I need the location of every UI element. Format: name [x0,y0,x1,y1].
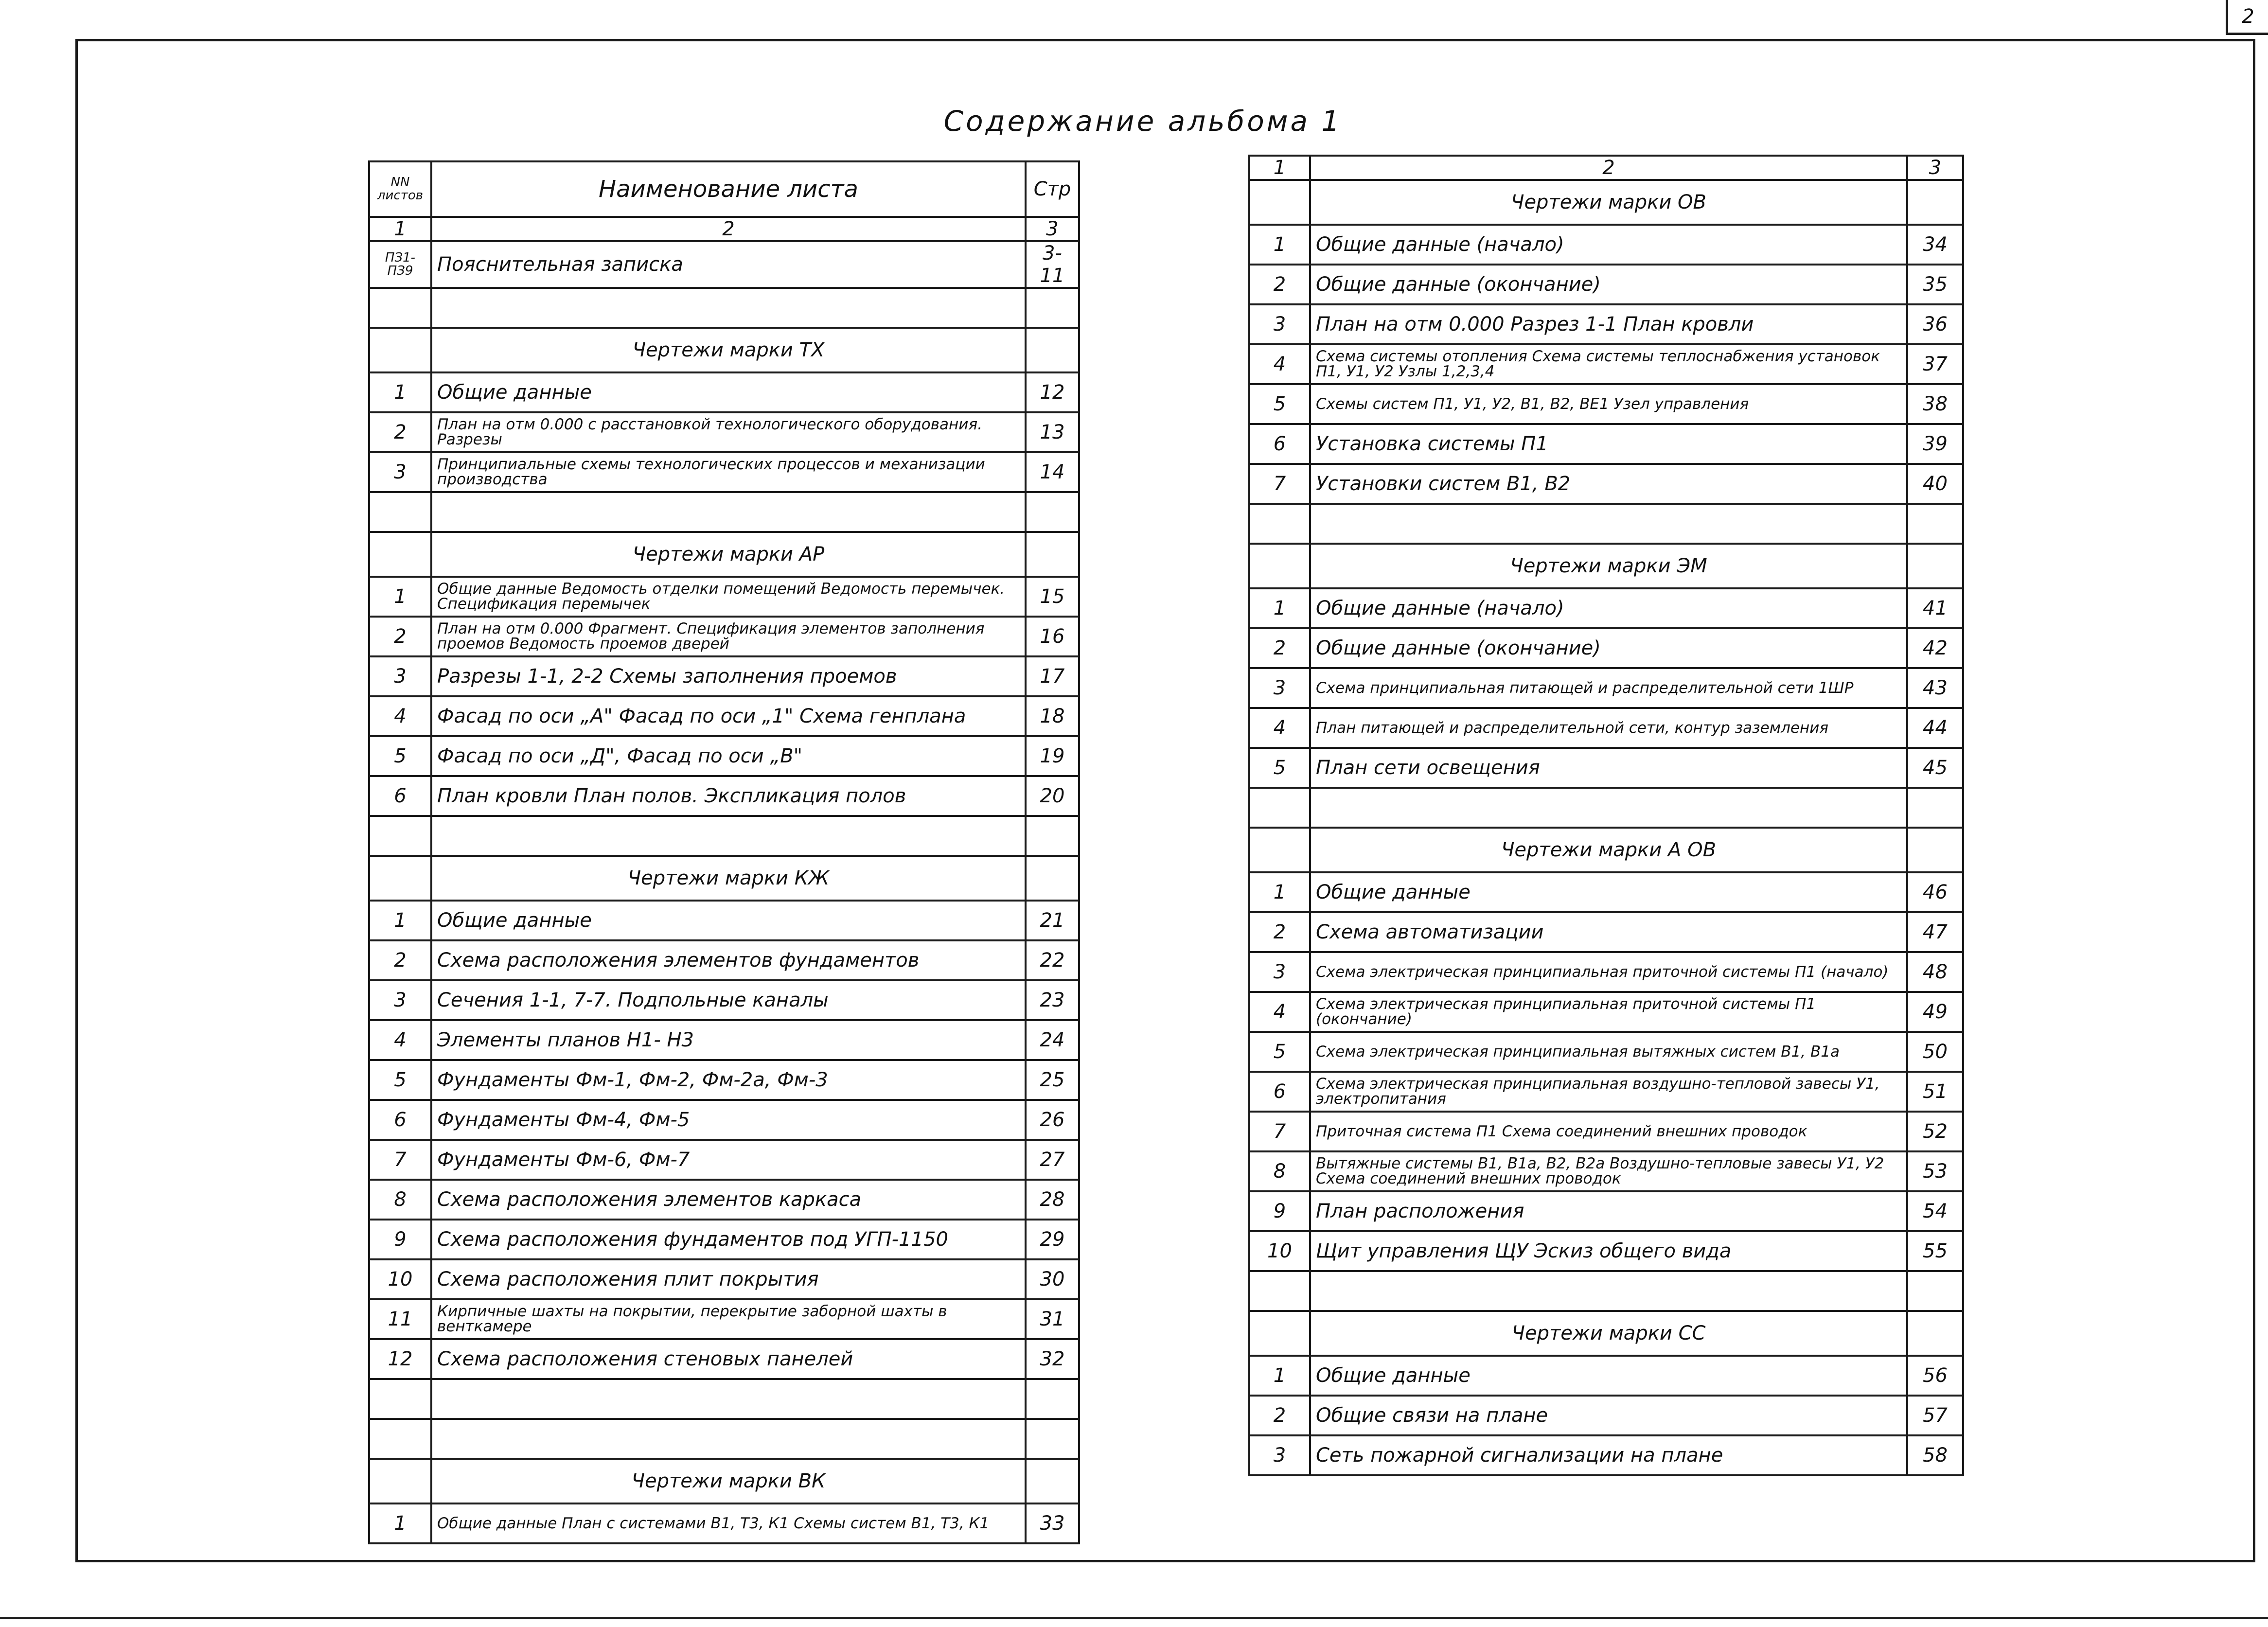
table-row [1249,384,1963,424]
header-sheet-number: NN листов [369,161,431,217]
left-table-body [369,241,1079,1543]
table-row [1249,304,1963,344]
page-ref: 45 [1907,748,1963,788]
sheet-name: Схема электрическая принципиальная приточной системы П1 (начало) [1310,952,1907,992]
table-row [369,1299,1079,1339]
table-row [369,736,1079,776]
blank-row [1249,504,1963,544]
empty-cell [1310,1271,1907,1311]
section-title: Чертежи марки ЭМ [1310,544,1907,588]
page-ref: 23 [1026,980,1079,1020]
table-row [369,1100,1079,1140]
sheet-name: Общие связи на плане [1310,1396,1907,1435]
sheet-number: 2 [369,412,431,452]
sheet-number: 6 [369,776,431,816]
sheet-number: 4 [1249,344,1310,384]
table-row [369,1503,1079,1543]
page-ref: 30 [1026,1259,1079,1299]
column-index-row [369,217,1079,241]
section-title: Чертежи марки КЖ [431,856,1026,901]
sheet-name: Общие данные (начало) [1310,588,1907,628]
sheet-number: 3 [1249,1435,1310,1475]
page-number-box [2226,0,2268,35]
sheet-number: 3 [1249,668,1310,708]
sheet-number: 2 [1249,912,1310,952]
page-ref: 49 [1907,992,1963,1032]
sheet-name: План питающей и распределительной сети, контур заземления [1310,708,1907,748]
empty-cell [1249,180,1310,225]
sheet-number: 1 [1249,225,1310,265]
header-sheet-name: Наименование листа [431,161,1026,217]
empty-cell [369,856,431,901]
sheet-name: Фундаменты Фм-4, Фм-5 [431,1100,1026,1140]
table-row [1249,1231,1963,1271]
table-row [369,1020,1079,1060]
empty-cell [369,1379,431,1419]
sheet-number: 5 [1249,1032,1310,1072]
page-ref: 16 [1026,617,1079,656]
page-ref: 24 [1026,1020,1079,1060]
sheet-number: 1 [369,372,431,412]
empty-cell [369,1419,431,1459]
page-ref: 19 [1026,736,1079,776]
page-ref: 41 [1907,588,1963,628]
page-ref: 58 [1907,1435,1963,1475]
sheet-number: 7 [1249,1112,1310,1151]
table-row [369,372,1079,412]
sheet-name: Щит управления ЩУ Эскиз общего вида [1310,1231,1907,1271]
page-ref: 28 [1026,1180,1079,1220]
page-ref: 25 [1026,1060,1079,1100]
section-title: Чертежи марки СС [1310,1311,1907,1356]
empty-cell [369,816,431,856]
sheet-name: Общие данные План с системами В1, Т3, К1 Схемы систем В1, Т3, К1 [431,1503,1026,1543]
table-row [1249,748,1963,788]
empty-cell [1249,1271,1310,1311]
sheet-number: 4 [1249,708,1310,748]
table-row [1249,1356,1963,1396]
sheet-number: 5 [369,736,431,776]
page-ref: 12 [1026,372,1079,412]
section-title: Чертежи марки А ОВ [1310,828,1907,872]
section-heading-row [1249,544,1963,588]
sheet-name: Схема автоматизации [1310,912,1907,952]
sheet-name: Сечения 1-1, 7-7. Подпольные каналы [431,980,1026,1020]
page-ref: 53 [1907,1151,1963,1191]
page-ref: 56 [1907,1356,1963,1396]
sheet-name: Схема принципиальная питающей и распределительной сети 1ШР [1310,668,1907,708]
sheet-number: 1 [369,901,431,940]
empty-cell [1310,504,1907,544]
sheet-number: 7 [369,1140,431,1180]
sheet-number: 9 [1249,1191,1310,1231]
empty-cell [1907,544,1963,588]
sheet-name: Общие данные (начало) [1310,225,1907,265]
section-heading-row [369,328,1079,372]
empty-cell [431,492,1026,532]
left-contents-table [368,160,1080,1544]
blank-row [369,1379,1079,1419]
empty-cell [1026,856,1079,901]
sheet-name: План расположения [1310,1191,1907,1231]
page-ref: 38 [1907,384,1963,424]
table-row [1249,424,1963,464]
table-row [1249,952,1963,992]
sheet-number: 6 [1249,1072,1310,1112]
blank-row [369,288,1079,328]
page-ref: 51 [1907,1072,1963,1112]
sheet-number: 3 [1249,952,1310,992]
page-ref: 31 [1026,1299,1079,1339]
empty-cell [1249,788,1310,828]
sheet-name: Общие данные [1310,1356,1907,1396]
sheet-name: Приточная система П1 Схема соединений внешних проводок [1310,1112,1907,1151]
page-ref: 17 [1026,656,1079,696]
sheet-name: Схемы систем П1, У1, У2, В1, В2, ВЕ1 Узел управления [1310,384,1907,424]
sheet-name: Разрезы 1-1, 2-2 Схемы заполнения проемов [431,656,1026,696]
table-row [369,1259,1079,1299]
sheet-number: 2 [1249,628,1310,668]
table-row [1249,1191,1963,1231]
bottom-rule [0,1617,2268,1619]
sheet-number: 10 [369,1259,431,1299]
page-ref: 32 [1026,1339,1079,1379]
page-ref: 33 [1026,1503,1079,1543]
sheet-number: 9 [369,1220,431,1259]
empty-cell [1026,1459,1079,1503]
sheet-name: План кровли План полов. Экспликация полов [431,776,1026,816]
empty-cell [1026,492,1079,532]
table-row [369,617,1079,656]
table-row [369,1339,1079,1379]
column-index: 2 [1310,156,1907,180]
table-row [1249,708,1963,748]
sheet-name: План сети освещения [1310,748,1907,788]
empty-cell [369,288,431,328]
page-ref: 22 [1026,940,1079,980]
sheet-number: 3 [369,452,431,492]
table-row [369,1180,1079,1220]
sheet-name: Пояснительная записка [431,241,1026,288]
sheet-name: Фундаменты Фм-6, Фм-7 [431,1140,1026,1180]
blank-row [369,1419,1079,1459]
empty-cell [1026,532,1079,577]
sheet-name: Схема расположения стеновых панелей [431,1339,1026,1379]
table-row [1249,464,1963,504]
table-row [369,1220,1079,1259]
page-title: Содержание альбома 1 [943,105,1342,138]
blank-row [369,816,1079,856]
sheet-number: 1 [369,577,431,617]
sheet-name: Общие данные (окончание) [1310,628,1907,668]
empty-cell [431,816,1026,856]
empty-cell [1026,328,1079,372]
empty-cell [1249,544,1310,588]
sheet-number: 11 [369,1299,431,1339]
sheet-name: Фундаменты Фм-1, Фм-2, Фм-2а, Фм-3 [431,1060,1026,1100]
empty-cell [1907,504,1963,544]
empty-cell [369,532,431,577]
page-ref: 26 [1026,1100,1079,1140]
section-title: Чертежи марки ВК [431,1459,1026,1503]
empty-cell [1249,828,1310,872]
page-ref: 47 [1907,912,1963,952]
page-ref: 20 [1026,776,1079,816]
sheet-name: Схема расположения плит покрытия [431,1259,1026,1299]
empty-cell [369,1459,431,1503]
page-ref: 3-11 [1026,241,1079,288]
page-ref: 40 [1907,464,1963,504]
table-row [1249,1151,1963,1191]
empty-cell [1249,504,1310,544]
page-ref: 46 [1907,872,1963,912]
table-row [369,901,1079,940]
table-row [369,656,1079,696]
sheet-name: Фасад по оси „А" Фасад по оси „1" Схема генплана [431,696,1026,736]
sheet-name: Вытяжные системы В1, В1а, В2, В2а Воздушно-тепловые завесы У1, У2 Схема соединений внешних проводок [1310,1151,1907,1191]
table-row [1249,668,1963,708]
sheet-number: ПЗ1-ПЗ9 [369,241,431,288]
sheet-name: План на отм 0.000 с расстановкой технологического оборудования. Разрезы [431,412,1026,452]
empty-cell [1026,1379,1079,1419]
right-table-body [1249,180,1963,1475]
sheet-number: 6 [369,1100,431,1140]
table-row [369,577,1079,617]
page-ref: 36 [1907,304,1963,344]
table-row [1249,225,1963,265]
table-row [1249,1072,1963,1112]
sheet-name: Установки систем В1, В2 [1310,464,1907,504]
table-row [369,696,1079,736]
empty-cell [369,328,431,372]
table-row [1249,872,1963,912]
page-ref: 14 [1026,452,1079,492]
sheet-number: 4 [1249,992,1310,1032]
table-row [1249,588,1963,628]
empty-cell [1026,288,1079,328]
header-page: Стр [1026,161,1079,217]
page-ref: 57 [1907,1396,1963,1435]
sheet-number: 1 [1249,1356,1310,1396]
table-row [369,241,1079,288]
page-ref: 18 [1026,696,1079,736]
table-row [1249,344,1963,384]
sheet-number: 10 [1249,1231,1310,1271]
empty-cell [369,492,431,532]
sheet-number: 5 [1249,748,1310,788]
table-row [369,1060,1079,1100]
sheet-number: 2 [1249,1396,1310,1435]
empty-cell [1907,828,1963,872]
table-row [1249,912,1963,952]
page-ref: 35 [1907,265,1963,304]
sheet-name: Общие данные [1310,872,1907,912]
page-ref: 21 [1026,901,1079,940]
sheet-name: Принципиальные схемы технологических процессов и механизации производства [431,452,1026,492]
page-ref: 54 [1907,1191,1963,1231]
page-ref: 15 [1026,577,1079,617]
sheet-number: 6 [1249,424,1310,464]
section-title: Чертежи марки ТХ [431,328,1026,372]
sheet-number: 2 [1249,265,1310,304]
section-heading-row [1249,828,1963,872]
sheet-name: Схема системы отопления Схема системы теплоснабжения установок П1, У1, У2 Узлы 1,2,3,4 [1310,344,1907,384]
sheet-name: Фасад по оси „Д", Фасад по оси „В" [431,736,1026,776]
column-index: 3 [1907,156,1963,180]
sheet-name: План на отм 0.000 Фрагмент. Спецификация элементов заполнения проемов Ведомость проемов дверей [431,617,1026,656]
sheet-name: Схема электрическая принципиальная вытяжных систем В1, В1а [1310,1032,1907,1072]
sheet-number: 7 [1249,464,1310,504]
section-heading-row [1249,180,1963,225]
column-index-row [1249,156,1963,180]
page-ref: 50 [1907,1032,1963,1072]
column-index: 1 [369,217,431,241]
section-title: Чертежи марки АР [431,532,1026,577]
sheet-name: Сеть пожарной сигнализации на плане [1310,1435,1907,1475]
sheet-number: 5 [369,1060,431,1100]
sheet-number: 3 [369,656,431,696]
table-header-row [369,161,1079,217]
section-title: Чертежи марки ОВ [1310,180,1907,225]
page-ref: 34 [1907,225,1963,265]
sheet-number: 4 [369,696,431,736]
section-heading-row [369,1459,1079,1503]
page-ref: 39 [1907,424,1963,464]
sheet-name: План на отм 0.000 Разрез 1-1 План кровли [1310,304,1907,344]
sheet-number: 2 [369,940,431,980]
table-row [369,776,1079,816]
empty-cell [1249,1311,1310,1356]
sheet-name: Схема расположения элементов фундаментов [431,940,1026,980]
table-row [1249,1112,1963,1151]
table-row [1249,1396,1963,1435]
table-row [369,980,1079,1020]
table-row [1249,1435,1963,1475]
empty-cell [431,1379,1026,1419]
sheet-name: Кирпичные шахты на покрытии, перекрытие заборной шахты в венткамере [431,1299,1026,1339]
page-ref: 13 [1026,412,1079,452]
empty-cell [1907,788,1963,828]
sheet-number: 1 [369,1503,431,1543]
sheet-number: 1 [1249,872,1310,912]
sheet-number: 12 [369,1339,431,1379]
sheet-name: Схема электрическая принципиальная приточной системы П1 (окончание) [1310,992,1907,1032]
page-ref: 37 [1907,344,1963,384]
right-contents-table [1248,155,1964,1476]
sheet-number: 8 [369,1180,431,1220]
column-index: 1 [1249,156,1310,180]
sheet-number: 2 [369,617,431,656]
blank-row [1249,788,1963,828]
empty-cell [431,1419,1026,1459]
table-row [1249,265,1963,304]
table-row [369,1140,1079,1180]
sheet-name: Схема электрическая принципиальная воздушно-тепловой завесы У1, электропитания [1310,1072,1907,1112]
empty-cell [1310,788,1907,828]
table-row [369,940,1079,980]
table-row [1249,628,1963,668]
empty-cell [1907,1311,1963,1356]
table-row [1249,1032,1963,1072]
page-ref: 52 [1907,1112,1963,1151]
sheet-number: 1 [1249,588,1310,628]
page-number: 2 [2242,5,2254,28]
column-index: 3 [1026,217,1079,241]
sheet-number: 3 [1249,304,1310,344]
section-heading-row [369,856,1079,901]
sheet-number: 3 [369,980,431,1020]
blank-row [369,492,1079,532]
sheet-name: Общие данные [431,901,1026,940]
sheet-name: Общие данные [431,372,1026,412]
table-row [1249,992,1963,1032]
page-ref: 55 [1907,1231,1963,1271]
column-index: 2 [431,217,1026,241]
section-heading-row [1249,1311,1963,1356]
sheet-number: 4 [369,1020,431,1060]
page-ref: 29 [1026,1220,1079,1259]
section-heading-row [369,532,1079,577]
empty-cell [1026,816,1079,856]
table-row [369,452,1079,492]
empty-cell [1026,1419,1079,1459]
page-ref: 48 [1907,952,1963,992]
sheet-name: Общие данные (окончание) [1310,265,1907,304]
page-ref: 43 [1907,668,1963,708]
page-ref: 42 [1907,628,1963,668]
empty-cell [431,288,1026,328]
empty-cell [1907,1271,1963,1311]
blank-row [1249,1271,1963,1311]
page-ref: 44 [1907,708,1963,748]
empty-cell [1907,180,1963,225]
sheet-number: 8 [1249,1151,1310,1191]
page-ref: 27 [1026,1140,1079,1180]
table-row [369,412,1079,452]
sheet-name: Элементы планов Н1- Н3 [431,1020,1026,1060]
sheet-name: Общие данные Ведомость отделки помещений Ведомость перемычек. Спецификация перемычек [431,577,1026,617]
sheet-number: 5 [1249,384,1310,424]
sheet-name: Схема расположения фундаментов под УГП-1150 [431,1220,1026,1259]
sheet-name: Установка системы П1 [1310,424,1907,464]
sheet-name: Схема расположения элементов каркаса [431,1180,1026,1220]
